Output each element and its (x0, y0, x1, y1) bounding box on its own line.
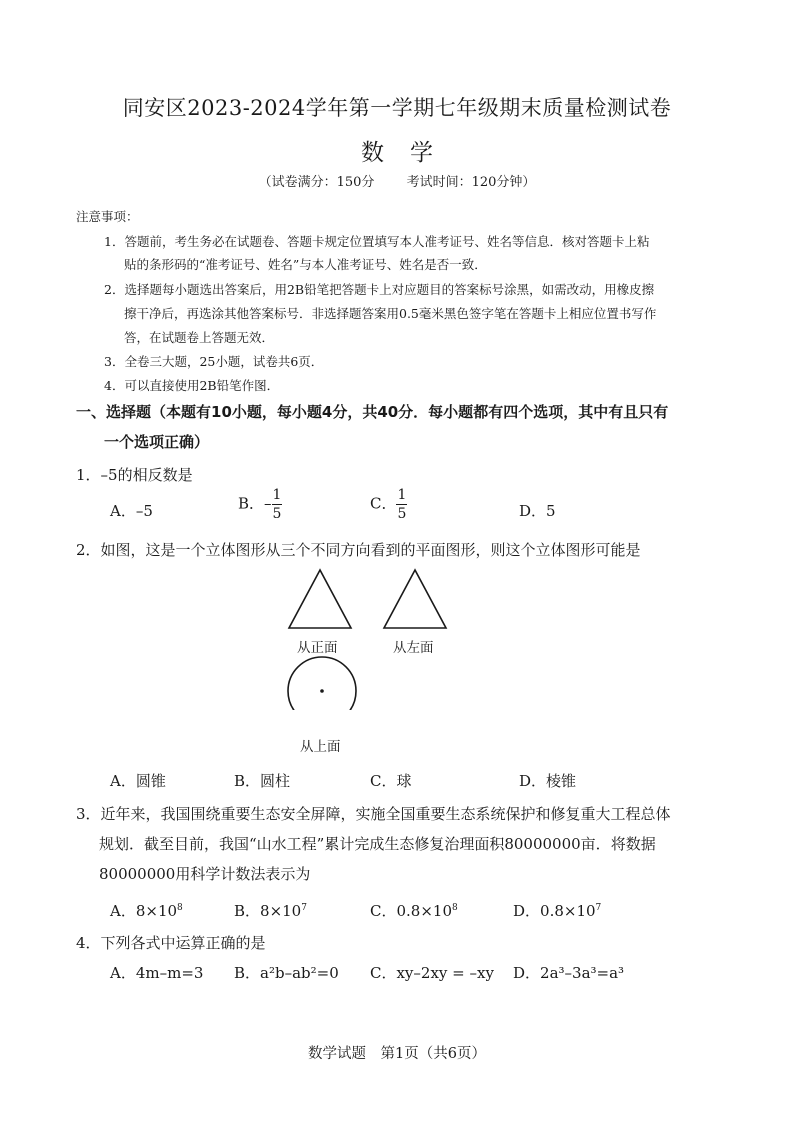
q1-option-c (370, 488, 407, 521)
notice-line: 4．可以直接使用2B铅笔作图． (104, 378, 280, 393)
left-view-label: 从左面 (393, 640, 434, 656)
exam-time: 考试时间：120分钟） (406, 175, 536, 190)
exam-meta (0, 171, 794, 190)
front-view-label: 从正面 (297, 640, 338, 656)
q4-option-c: C．xy–2xy = –xy (370, 964, 494, 982)
q4-option-d: D．2a³–3a³=a³ (513, 964, 625, 982)
q1-option-c-fraction (396, 488, 407, 521)
q1-option-b-fraction (272, 488, 283, 521)
question-4-stem: 4．下列各式中运算正确的是 (76, 934, 266, 952)
notice-line: 3．全卷三大题，25小题，试卷共6页． (104, 354, 324, 369)
q2-option-a: A．圆锥 (110, 772, 166, 790)
top-view-circle (288, 657, 356, 710)
three-views-figure (280, 560, 460, 710)
exam-title: 同安区2023-2024学年第一学期七年级期末质量检测试卷 (122, 96, 672, 120)
exponent: 7 (301, 903, 307, 913)
fraction-numerator: 1 (397, 487, 407, 503)
q1-option-c-prefix: C． (370, 494, 397, 513)
question-1-stem: 1．–5的相反数是 (76, 466, 193, 484)
q3-option-b (234, 900, 307, 921)
q3-option-a (110, 900, 183, 921)
notice-line: 贴的条形码的“准考证号、姓名”与本人准考证号、姓名是否一致． (124, 257, 487, 272)
front-view-triangle (289, 570, 351, 628)
question-3-line: 80000000用科学计数法表示为 (99, 865, 311, 883)
fraction-numerator: 1 (272, 487, 282, 503)
fraction-denominator: 5 (272, 506, 282, 522)
fraction-denominator: 5 (397, 506, 407, 522)
q2-option-c: C．球 (370, 772, 412, 790)
q4-option-b: B．a²b–ab²=0 (234, 964, 339, 982)
section-heading: 一、选择题（本题有10小题，每小题4分，共40分．每小题都有四个选项，其中有且只有 (76, 403, 669, 421)
exponent: 7 (595, 903, 602, 913)
notice-line: 2．选择题每小题选出答案后，用2B铅笔把答题卡上对应题目的答案标号涂黑，如需改动，用橡皮擦 (104, 282, 655, 297)
q3-option-d-base: D．0.8×10 (513, 902, 596, 920)
top-view-label: 从上面 (300, 739, 341, 755)
q1-option-d: D．5 (519, 502, 556, 520)
left-view-triangle (384, 570, 446, 628)
q3-option-d (513, 900, 601, 921)
q1-option-a: A．–5 (110, 502, 153, 520)
question-2-stem: 2．如图，这是一个立体图形从三个不同方向看到的平面图形，则这个立体图形可能是 (76, 541, 641, 559)
q1-option-b (238, 488, 282, 521)
notice-line: 1．答题前，考生务必在试题卷、答题卡规定位置填写本人准考证号、姓名等信息．核对答题卡上粘 (104, 234, 650, 249)
q3-option-a-base: A．8×10 (110, 902, 178, 920)
page-footer: 数学试题 第1页（共6页） (308, 1046, 486, 1062)
q3-option-b-base: B．8×10 (234, 902, 302, 920)
exponent: 8 (452, 903, 458, 913)
q1-option-b-prefix: B．– (238, 494, 272, 513)
notice-line: 答，在试题卷上答题无效． (124, 330, 275, 345)
q2-option-b: B．圆柱 (234, 772, 291, 790)
q4-option-a: A．4m–m=3 (110, 964, 204, 982)
q3-option-c (370, 900, 458, 921)
subject-title: 数学 (361, 140, 459, 166)
notice-line: 擦干净后，再选涂其他答案标号．非选择题答案用0.5毫米黑色签字笔在答题卡上相应位置书写作 (124, 306, 657, 321)
question-3-line: 规划．截至目前，我国“山水工程”累计完成生态修复治理面积80000000亩．将数据 (99, 835, 656, 853)
question-3-line: 3．近年来，我国围绕重要生态安全屏障，实施全国重要生态系统保护和修复重大工程总体 (76, 805, 671, 823)
section-heading-cont: 一个选项正确） (104, 433, 210, 451)
q2-option-d: D．棱锥 (519, 772, 577, 790)
notice-heading: 注意事项： (76, 209, 139, 224)
top-view-center-dot (320, 689, 324, 693)
exponent: 8 (177, 903, 183, 913)
full-score: （试卷满分：150分 (258, 175, 375, 190)
q3-option-c-base: C．0.8×10 (370, 902, 452, 920)
